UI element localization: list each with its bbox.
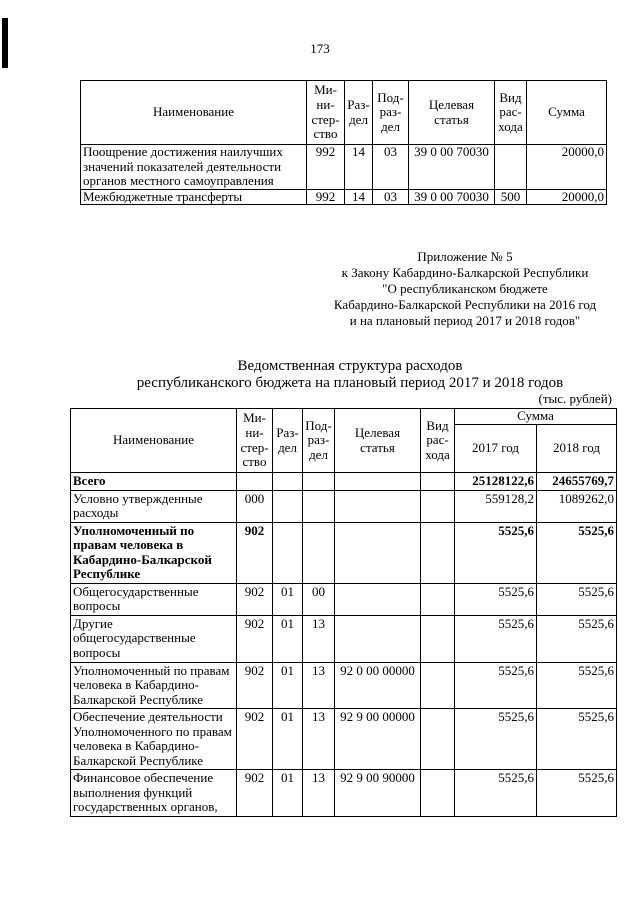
cell-subsection: 00: [303, 583, 335, 615]
cell-amount-2017: 559128,2: [455, 490, 537, 522]
header-ministry: Ми-ни-стер-ство: [237, 409, 273, 473]
cell-section: 01: [273, 615, 303, 662]
cell-amount-2018: 5525,6: [537, 709, 617, 770]
cell-amount-2018: 5525,6: [537, 662, 617, 709]
table-row: [71, 770, 617, 817]
cell-expense-type: [421, 583, 455, 615]
cell-section: 14: [345, 189, 373, 205]
table-row: [71, 522, 617, 583]
cell-ministry: 902: [237, 770, 273, 817]
appendix-line: к Закону Кабардино-Балкарской Республики: [341, 265, 589, 280]
cell-amount-2017: 5525,6: [455, 662, 537, 709]
cell-amount-2018: 5525,6: [537, 522, 617, 583]
cell-ministry: 902: [237, 709, 273, 770]
cell-name: Финансовое обеспечение выполнения функций государственных органов,: [71, 770, 237, 817]
cell-expense-type: [421, 490, 455, 522]
cell-amount-2018: 5525,6: [537, 770, 617, 817]
header-amount: Сумма: [455, 409, 617, 425]
cell-amount: 20000,0: [527, 145, 607, 190]
cell-amount-2018: 1089262,0: [537, 490, 617, 522]
header-year-2018: 2018 год: [537, 425, 617, 473]
table-row: [81, 145, 607, 190]
header-expense-type: Вид рас-хода: [421, 409, 455, 473]
cell-ministry: 992: [307, 189, 345, 205]
cell-amount-2017: 5525,6: [455, 522, 537, 583]
units-label: (тыс. рублей): [538, 391, 612, 406]
main-table-body: [71, 473, 617, 817]
cell-target: 92 0 00 00000: [335, 662, 421, 709]
cell-name: Уполномоченный по правам человека в Кабардино-Балкарской Республике: [71, 522, 237, 583]
table-row: [71, 583, 617, 615]
cell-section: [273, 473, 303, 491]
cell-expense-type: [421, 709, 455, 770]
cell-name: Другие общегосударственные вопросы: [71, 615, 237, 662]
top-table-header-row: [81, 81, 607, 145]
cell-name: Обеспечение деятельности Уполномоченного по правам человека в Кабардино-Балкарской Республике: [71, 709, 237, 770]
cell-expense-type: [495, 145, 527, 190]
appendix-line: Кабардино-Балкарской Республики на 2016 год: [333, 297, 597, 312]
cell-subsection: 13: [303, 662, 335, 709]
cell-amount-2017: 5525,6: [455, 709, 537, 770]
cell-ministry: 902: [237, 522, 273, 583]
cell-subsection: 13: [303, 770, 335, 817]
cell-ministry: 000: [237, 490, 273, 522]
cell-ministry: 902: [237, 583, 273, 615]
cell-expense-type: 500: [495, 189, 527, 205]
cell-subsection: 03: [373, 189, 409, 205]
cell-amount-2017: 5525,6: [455, 583, 537, 615]
cell-amount: 20000,0: [527, 189, 607, 205]
cell-name: Поощрение достижения наилучших значений показателей деятельности органов местного самоуправления: [81, 145, 307, 190]
table-row: [71, 709, 617, 770]
cell-target: [335, 583, 421, 615]
cell-target: [335, 522, 421, 583]
cell-ministry: 902: [237, 615, 273, 662]
cell-subsection: 13: [303, 709, 335, 770]
cell-target: [335, 473, 421, 491]
page-number: 173: [310, 41, 330, 56]
cell-name: Уполномоченный по правам человека в Кабардино-Балкарской Республике: [71, 662, 237, 709]
cell-target: 39 0 00 70030: [409, 145, 495, 190]
header-target: Целевая статья: [409, 81, 495, 145]
cell-section: 01: [273, 583, 303, 615]
cell-expense-type: [421, 615, 455, 662]
cell-amount-2017: 5525,6: [455, 615, 537, 662]
header-name: Наименование: [71, 409, 237, 473]
cell-ministry: 902: [237, 662, 273, 709]
main-table-header-row: [71, 409, 617, 425]
cell-ministry: 992: [307, 145, 345, 190]
header-expense-type: Вид рас-хода: [495, 81, 527, 145]
table-row: [71, 473, 617, 491]
header-name: Наименование: [81, 81, 307, 145]
cell-name: Общегосударственные вопросы: [71, 583, 237, 615]
cell-target: [335, 615, 421, 662]
header-subsection: Под-раз-дел: [373, 81, 409, 145]
table-row: [81, 189, 607, 205]
cell-section: 01: [273, 770, 303, 817]
title-line: Ведомственная структура расходов: [237, 358, 463, 374]
table-row: [71, 615, 617, 662]
title-line: республиканского бюджета на плановый период 2017 и 2018 годов: [136, 375, 564, 391]
header-section: Раз-дел: [273, 409, 303, 473]
table-row: [71, 490, 617, 522]
cell-expense-type: [421, 522, 455, 583]
header-ministry: Ми-ни-стер-ство: [307, 81, 345, 145]
main-table: [70, 408, 617, 817]
cell-amount-2018: 5525,6: [537, 615, 617, 662]
cell-amount-2018: 24655769,7: [537, 473, 617, 491]
cell-expense-type: [421, 473, 455, 491]
header-target: Целевая статья: [335, 409, 421, 473]
cell-section: 01: [273, 662, 303, 709]
cell-section: 14: [345, 145, 373, 190]
cell-section: [273, 490, 303, 522]
cell-amount-2017: 25128122,6: [455, 473, 537, 491]
appendix-line: и на плановый период 2017 и 2018 годов": [349, 313, 581, 328]
cell-section: [273, 522, 303, 583]
cell-amount-2017: 5525,6: [455, 770, 537, 817]
appendix-line: Приложение № 5: [417, 249, 513, 264]
table-row: [71, 662, 617, 709]
cell-amount-2018: 5525,6: [537, 583, 617, 615]
cell-name: Условно утвержденные расходы: [71, 490, 237, 522]
cell-subsection: [303, 473, 335, 491]
cell-subsection: 03: [373, 145, 409, 190]
top-table: [80, 80, 607, 205]
cell-expense-type: [421, 770, 455, 817]
cell-name: Всего: [71, 473, 237, 491]
cell-target: 92 9 00 00000: [335, 709, 421, 770]
cell-target: 39 0 00 70030: [409, 189, 495, 205]
header-year-2017: 2017 год: [455, 425, 537, 473]
cell-expense-type: [421, 662, 455, 709]
header-subsection: Под-раз-дел: [303, 409, 335, 473]
cell-target: [335, 490, 421, 522]
cell-subsection: [303, 522, 335, 583]
cell-ministry: [237, 473, 273, 491]
document-title: [70, 358, 630, 392]
header-amount: Сумма: [527, 81, 607, 145]
cell-subsection: 13: [303, 615, 335, 662]
cell-subsection: [303, 490, 335, 522]
cell-name: Межбюджетные трансферты: [81, 189, 307, 205]
appendix-header: [330, 250, 600, 330]
header-section: Раз-дел: [345, 81, 373, 145]
appendix-line: "О республиканском бюджете: [382, 281, 548, 296]
cell-target: 92 9 00 90000: [335, 770, 421, 817]
cell-section: 01: [273, 709, 303, 770]
